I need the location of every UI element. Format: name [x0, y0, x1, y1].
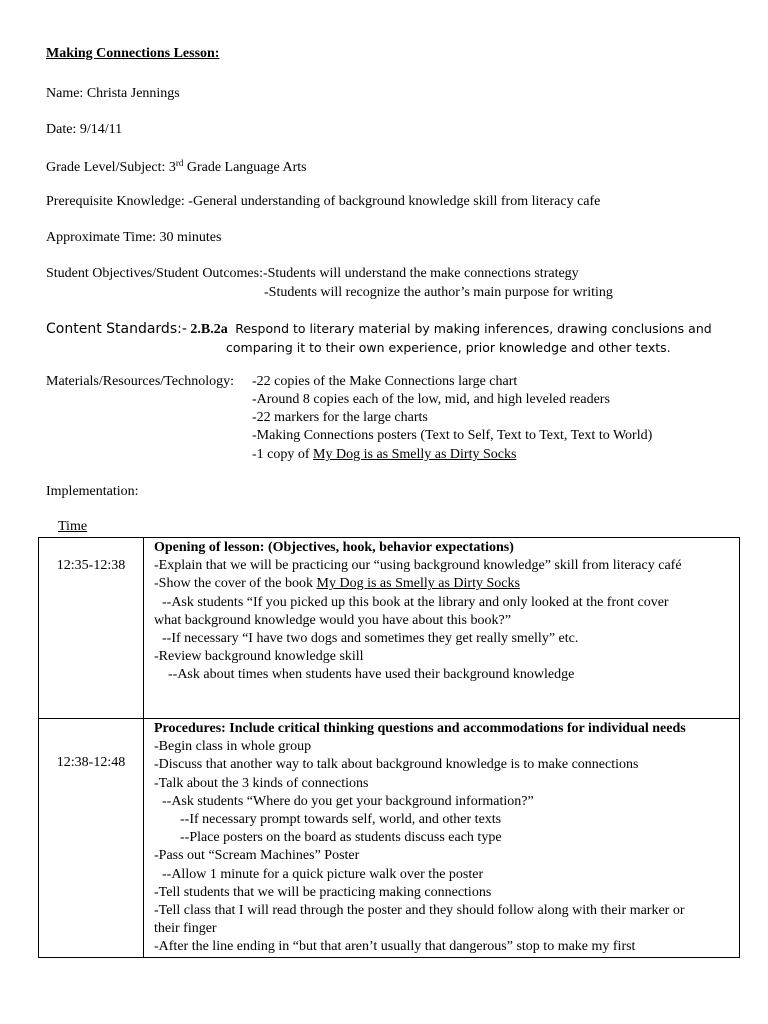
- prereq-field: Prerequisite Knowledge: -General understanding of background knowledge skill from literacy cafe: [46, 194, 601, 209]
- materials-item: -1 copy of My Dog is as Smelly as Dirty Socks: [252, 447, 517, 462]
- row-line: --Ask students “If you picked up this book at the library and only looked at the front cover: [162, 594, 669, 610]
- standards-label: Content Standards:-: [46, 321, 187, 337]
- materials-label: Materials/Resources/Technology:: [46, 374, 234, 389]
- standards-line-1: [46, 321, 712, 338]
- row-line: --Allow 1 minute for a quick picture walk over the poster: [162, 866, 484, 882]
- row-line: --Place posters on the board as students discuss each type: [180, 830, 502, 846]
- row-line: -Show the cover of the book My Dog is as Smelly as Dirty Socks: [154, 576, 520, 592]
- page-title: Making Connections Lesson:: [46, 46, 220, 61]
- row-line: -Review background knowledge skill: [154, 649, 364, 665]
- grade-field: Grade Level/Subject: 3rd Grade Language Arts: [46, 158, 307, 175]
- row-line: -Explain that we will be practicing our “using background knowledge” skill from literacy café: [154, 558, 682, 574]
- row-line: -Begin class in whole group: [154, 739, 312, 755]
- name-field: Name: Christa Jennings: [46, 86, 180, 101]
- row-line: -After the line ending in “but that aren’t usually that dangerous” stop to make my first: [154, 939, 636, 955]
- row-line: their finger: [154, 921, 217, 937]
- standards-text-2: comparing it to their own experience, prior knowledge and other texts.: [226, 340, 671, 355]
- row-body: [144, 538, 740, 719]
- row-body: [144, 719, 740, 958]
- row-time: 12:35-12:38: [39, 538, 144, 719]
- date-field: Date: 9/14/11: [46, 122, 123, 137]
- row-heading: Procedures: Include critical thinking questions and accommodations for individual needs: [154, 721, 686, 736]
- time-field: Approximate Time: 30 minutes: [46, 230, 222, 245]
- objectives-line-2: -Students will recognize the author’s main purpose for writing: [264, 285, 613, 300]
- row-line: --If necessary prompt towards self, world, and other texts: [180, 812, 502, 828]
- materials-item: -Making Connections posters (Text to Self, Text to Text, Text to World): [252, 428, 653, 443]
- row-line: -Pass out “Scream Machines” Poster: [154, 848, 360, 864]
- row-line: what background knowledge would you have about this book?”: [154, 612, 511, 628]
- table-row: [39, 719, 740, 958]
- book-title: My Dog is as Smelly as Dirty Socks: [316, 576, 520, 592]
- row-line: -Discuss that another way to talk about background knowledge is to make connections: [154, 757, 639, 773]
- table-row: [39, 538, 740, 719]
- materials-item: -22 copies of the Make Connections large chart: [252, 374, 518, 389]
- objectives-line-1: Student Objectives/Student Outcomes:-Students will understand the make connections strategy: [46, 266, 579, 281]
- row-line: -Tell students that we will be practicing making connections: [154, 884, 492, 900]
- implementation-table: [38, 537, 740, 958]
- row-heading: Opening of lesson: (Objectives, hook, behavior expectations): [154, 540, 514, 555]
- row-time: 12:38-12:48: [39, 719, 144, 958]
- implementation-heading: Implementation:: [46, 484, 139, 499]
- row-line: -Talk about the 3 kinds of connections: [154, 775, 369, 791]
- row-line: --Ask about times when students have used their background knowledge: [168, 667, 575, 683]
- row-line: --Ask students “Where do you get your background information?”: [162, 793, 534, 809]
- row-line: -Tell class that I will read through the poster and they should follow along with their marker or: [154, 903, 685, 919]
- standards-text-1: Respond to literary material by making inferences, drawing conclusions and: [235, 321, 712, 336]
- materials-item: -Around 8 copies each of the low, mid, and high leveled readers: [252, 392, 610, 407]
- row-line: --If necessary “I have two dogs and sometimes they get really smelly” etc.: [162, 631, 579, 647]
- materials-item: -22 markers for the large charts: [252, 410, 428, 425]
- book-title: My Dog is as Smelly as Dirty Socks: [313, 447, 517, 462]
- time-column-header: Time: [58, 519, 88, 534]
- standards-code: 2.B.2a: [190, 322, 228, 337]
